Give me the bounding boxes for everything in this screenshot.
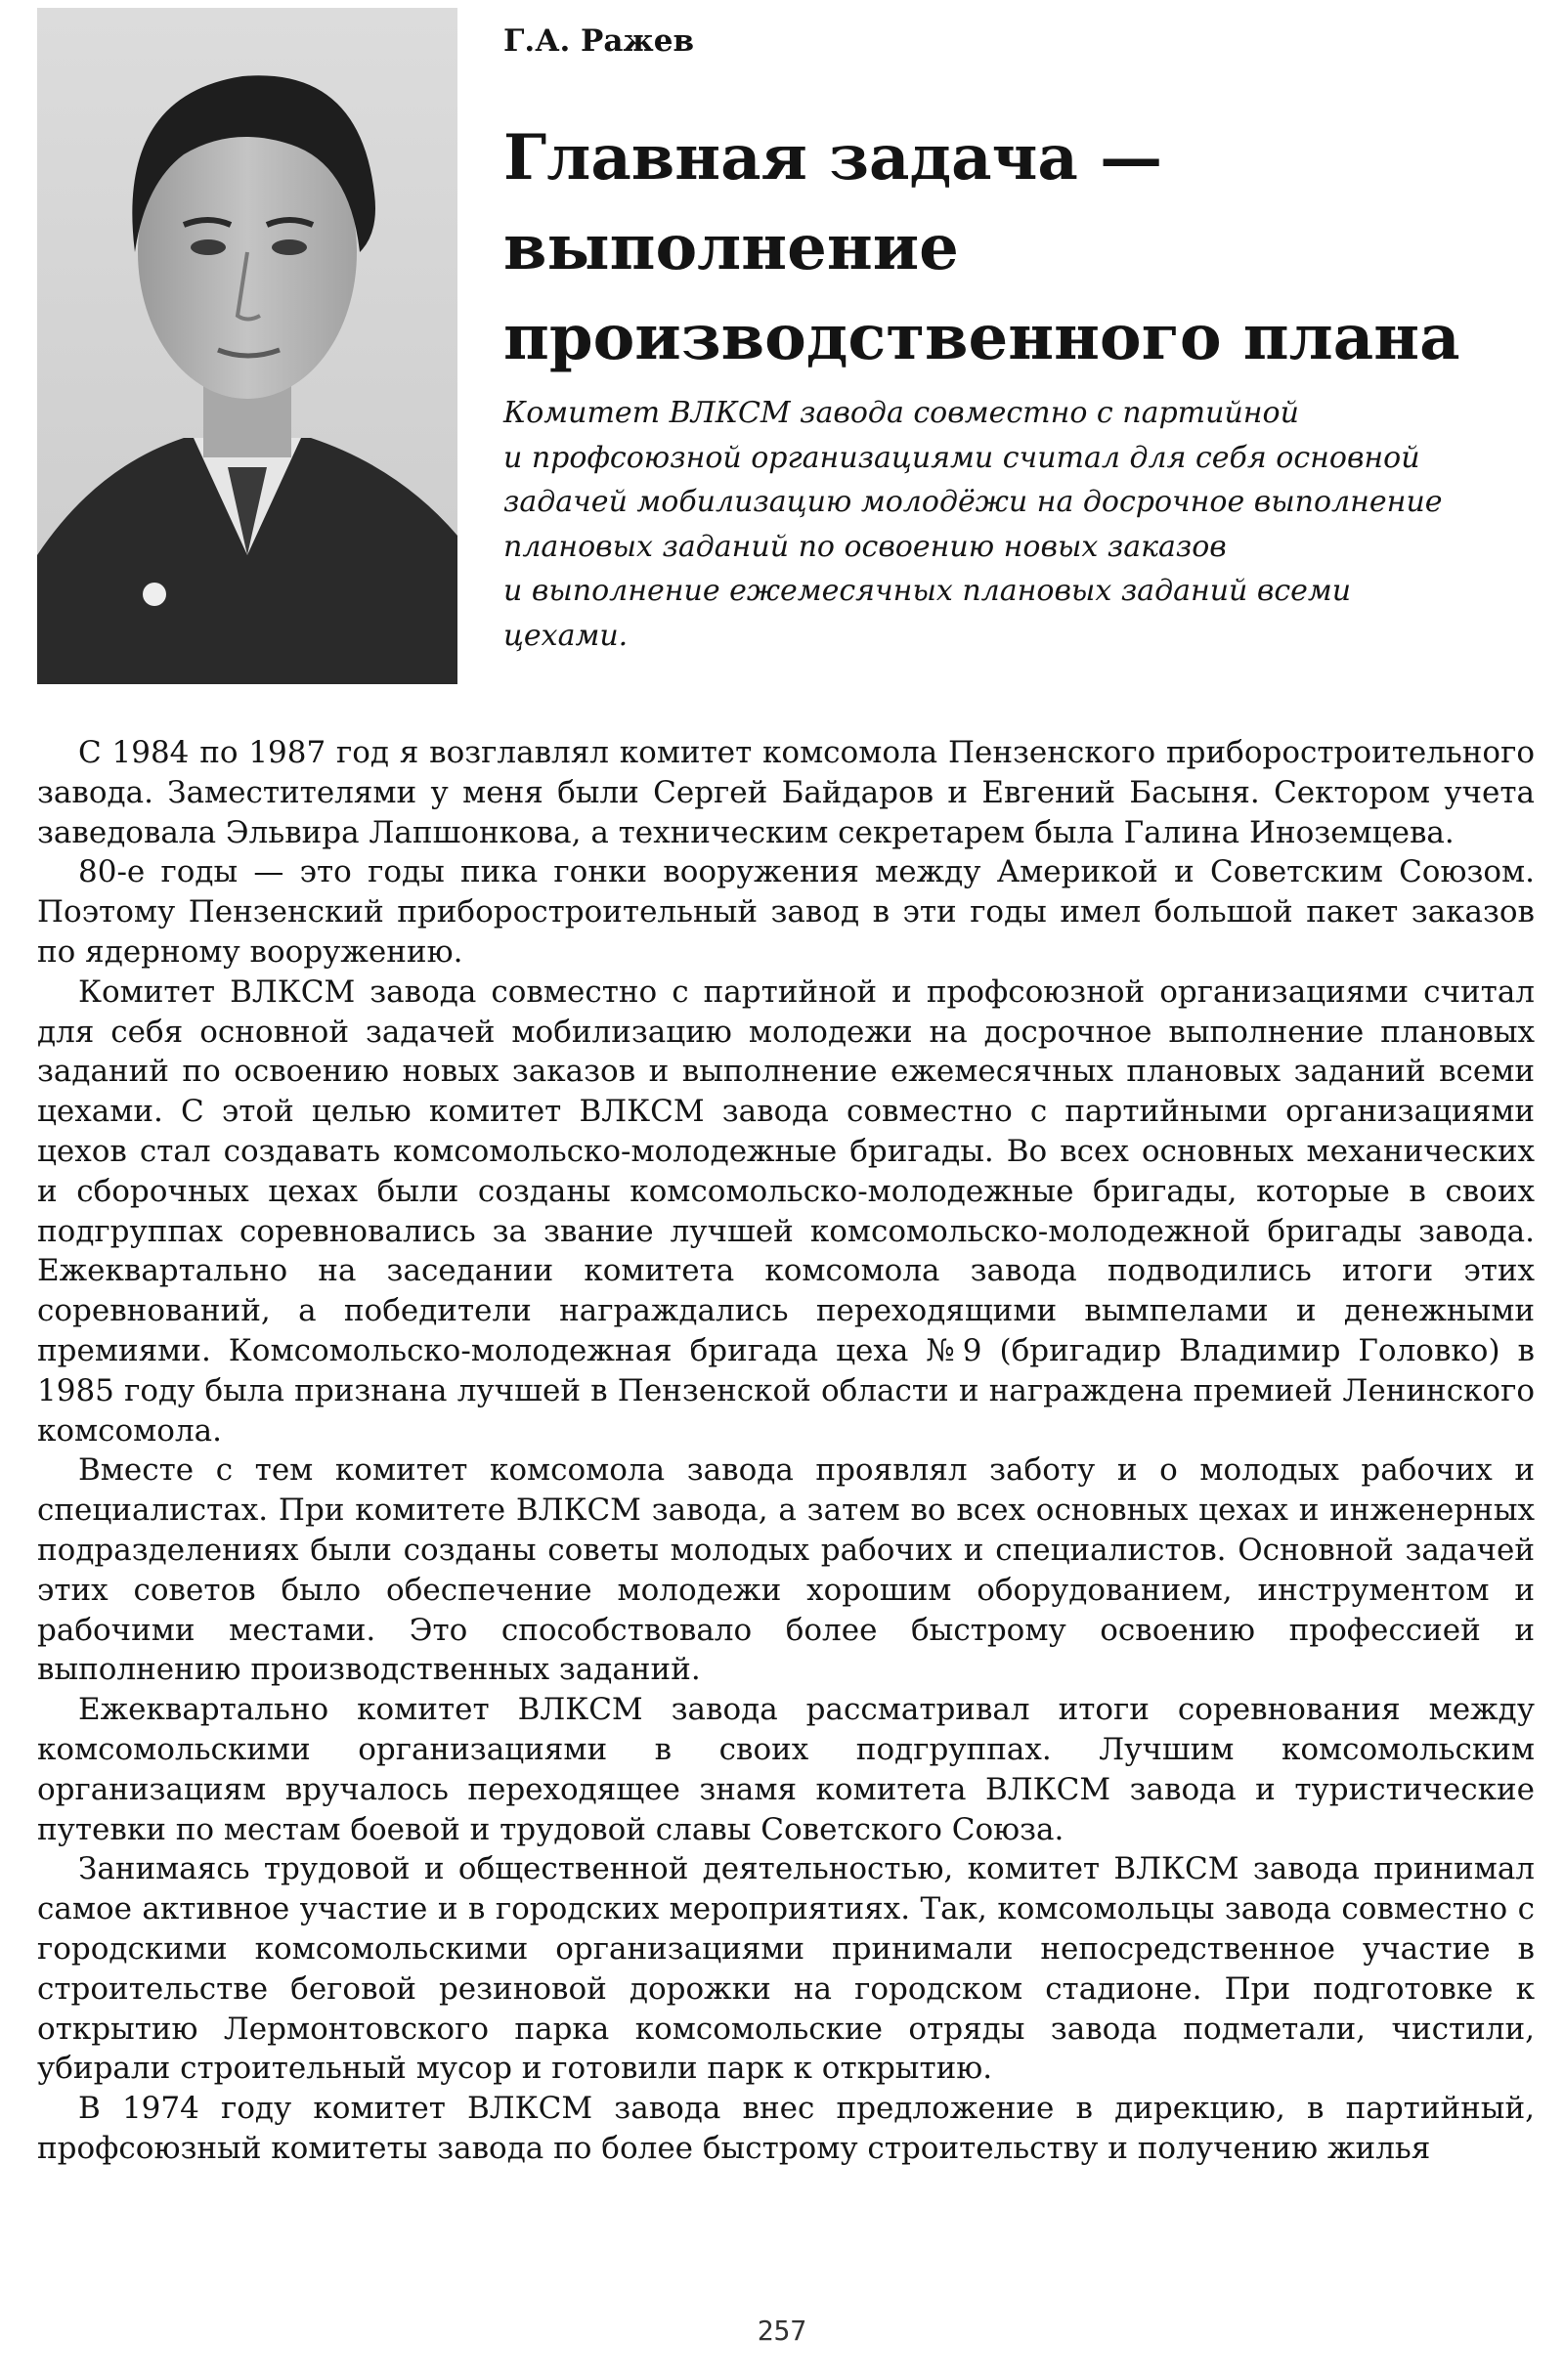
article-title (503, 113, 1520, 383)
lead-line: цехами. (503, 618, 629, 653)
lead-line: плановых заданий по освоению новых заказов (503, 529, 1227, 564)
body-paragraph: В 1974 году комитет ВЛКСМ завода внес предложение в дирекцию, в партийный, профсоюзный комитеты завода по более быстрому строительству и получению жилья (37, 2091, 1535, 2166)
body-paragraph: Вместе с тем комитет комсомола завода проявлял заботу и о молодых рабочих и специалистах. При комитете ВЛКСМ завода, а затем во всех основных цехах и инженерных подразделениях были созданы советы молодых рабочих и специалистов. Основной задачей этих советов было обеспечение молодежи хорошим оборудованием, инструментом и рабочими местами. Это способствовало более быстрому освоению профессией и выполнению производственных заданий. (37, 1452, 1535, 1688)
title-line: выполнение (503, 211, 959, 284)
lead-line: задачей мобилизацию молодёжи на досрочное выполнение (503, 485, 1443, 520)
article-lead (503, 391, 1540, 659)
lead-line: Комитет ВЛКСМ завода совместно с партийной (503, 396, 1299, 430)
author-portrait-photo (37, 8, 457, 684)
article-body (37, 733, 1535, 2169)
body-paragraph: Комитет ВЛКСМ завода совместно с партийной и профсоюзной организациями считал для себя основной задачей мобилизацию молодежи на досрочное выполнение плановых заданий по освоению новых заказов и выполнение ежемесячных плановых заданий всеми цехами. С этой целью комитет ВЛКСМ завода совместно с партийными организациями цехов стал создавать комсомольско-молодежные бригады. Во всех основных механических и сборочных цехах были созданы комсомольско-молодежные бригады, которые в своих подгруппах соревновались за звание лучшей комсомольско-молодежной бригады завода. Ежеквартально на заседании комитета комсомола завода подводились итоги этих соревнований, а победители награждались переходящими вымпелами и денежными премиями. Комсомольско-молодежная бригада цеха №9 (бригадир Владимир Головко) в 1985 году была признана лучшей в Пензенской области и награждена премией Ленинского комсомола. (37, 974, 1535, 1449)
author-name: Г.А. Ражев (503, 23, 694, 59)
body-paragraph: С 1984 по 1987 год я возглавлял комитет комсомола Пензенского приборостроительного завода. Заместителями у меня были Сергей Байдаров и Евгений Басыня. Сектором учета заведовала Эльвира Лапшонкова, а техническим секретарем была Галина Иноземцева. (37, 735, 1535, 850)
body-paragraph: Ежеквартально комитет ВЛКСМ завода рассматривал итоги соревнования между комсомольскими организациями в своих подгруппах. Лучшим комсомольским организациям вручалось переходящее знамя комитета ВЛКСМ завода и туристические путевки по местам боевой и трудовой славы Советского Союза. (37, 1692, 1535, 1847)
body-paragraph: 80-е годы — это годы пика гонки вооружения между Америкой и Советским Союзом. Поэтому Пензенский приборостроительный завод в эти годы имел большой пакет заказов по ядерному вооружению. (37, 854, 1535, 970)
lead-line: и профсоюзной организациями считал для себя основной (503, 440, 1420, 475)
page-number: 257 (757, 2315, 807, 2347)
title-line: производственного плана (503, 301, 1460, 374)
portrait-illustration (37, 8, 457, 684)
title-line: Главная задача — (503, 121, 1163, 195)
lead-line: и выполнение ежемесячных плановых заданий всеми (503, 574, 1352, 609)
body-paragraph: Занимаясь трудовой и общественной деятельностью, комитет ВЛКСМ завода принимал самое активное участие и в городских мероприятиях. Так, комсомольцы завода совместно с городскими комсомольскими организациями принимали непосредственное участие в строительстве беговой резиновой дорожки на городском стадионе. При подготовке к открытию Лермонтовского парка комсомольские отряды завода подметали, чистили, убирали строительный мусор и готовили парк к открытию. (37, 1851, 1535, 2087)
